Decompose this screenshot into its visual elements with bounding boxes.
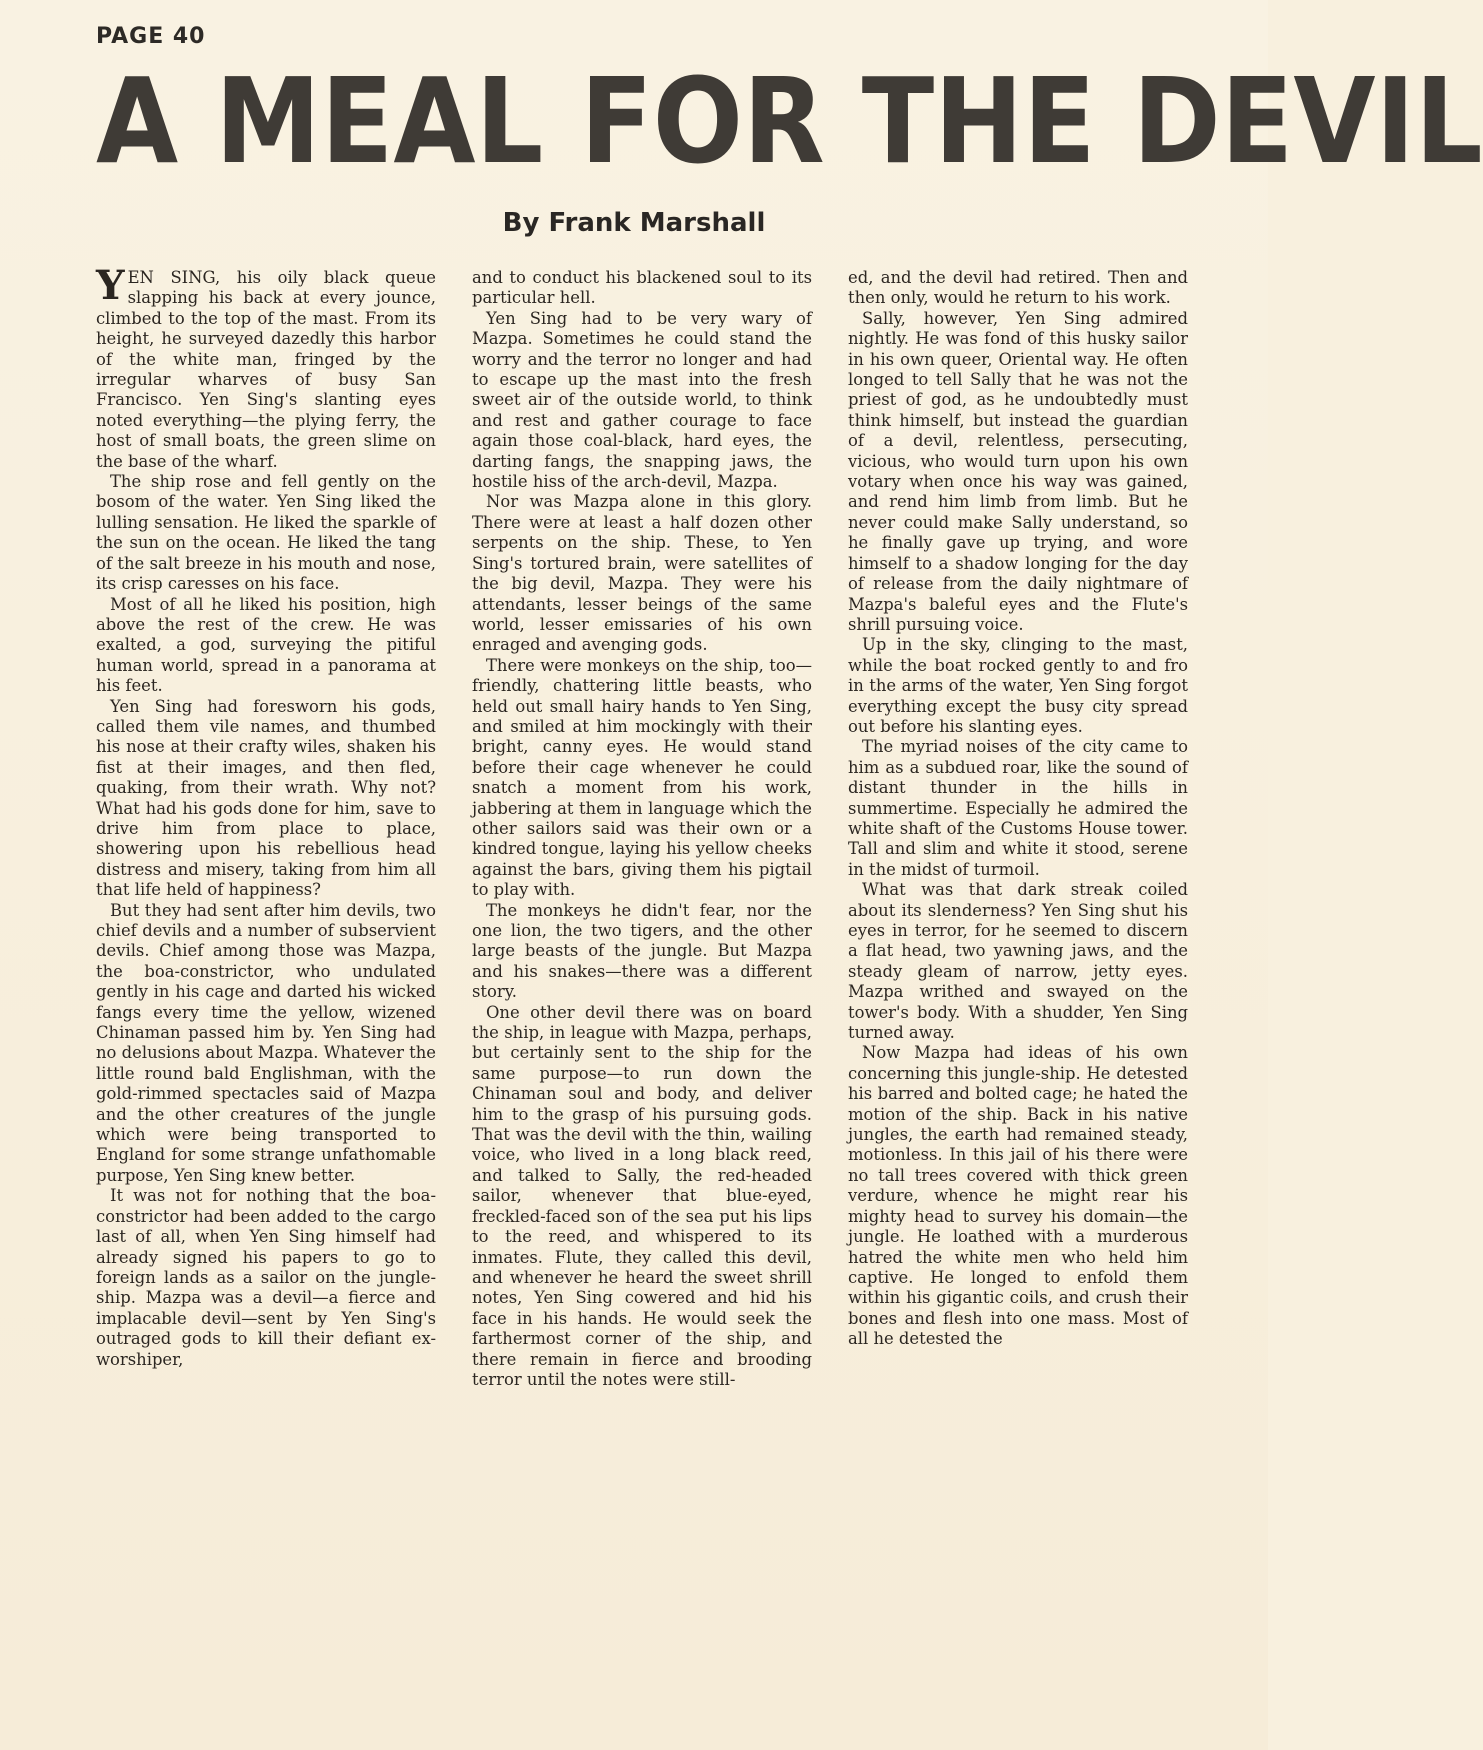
paragraph: It was not for nothing that the boa-constrictor had been added to the cargo last of all, when Yen Sing himself had already signed his papers to go to foreign lands as a sailor on the jungle-ship. Mazpa was a devil—a fierce and implacable devil—sent by Yen Sing's outraged gods to kill their defiant ex-worshiper, [96, 1186, 436, 1369]
paragraph: What was that dark streak coiled about its slenderness? Yen Sing shut his eyes in terror, for he seemed to discern a flat head, two yawning jaws, and the steady gleam of narrow, jetty eyes. Mazpa writhed and swayed on the tower's body. With a shudder, Yen Sing turned away. [848, 880, 1188, 1043]
text-columns [96, 262, 1196, 1668]
paragraph: ed, and the devil had retired. Then and then only, would he return to his work. [848, 268, 1188, 308]
column-3 [848, 268, 1188, 1668]
paragraph: The monkeys he didn't fear, nor the one lion, the two tigers, and the other large beasts of the jungle. But Mazpa and his snakes—there was a different story. [472, 900, 812, 1002]
byline: By Frank Marshall [502, 208, 766, 238]
column-2 [472, 268, 812, 1668]
paragraph: Sally, however, Yen Sing admired nightly. He was fond of this husky sailor in his own queer, Oriental way. He often longed to tell Sally that he was not the priest of god, as he undoubtedly must think himself, but instead the guardian of a devil, relentless, persecuting, vicious, who would turn upon his own votary when once his way was gained, and rend him limb from limb. But he never could make Sally understand, so he finally gave up trying, and wore himself to a shadow longing for the day of release from the daily nightmare of Mazpa's baleful eyes and the Flute's shrill pursuing voice. [848, 308, 1188, 634]
paragraph: and to conduct his blackened soul to its particular hell. [472, 268, 812, 308]
paragraph: Yen Sing had to be very wary of Mazpa. Sometimes he could stand the worry and the terror no longer and had to escape up the mast into the fresh sweet air of the outside world, to think and rest and gather courage to face again those coal-black, hard eyes, the darting fangs, the snapping jaws, the hostile hiss of the arch-devil, Mazpa. [472, 308, 812, 492]
paragraph: Up in the sky, clinging to the mast, while the boat rocked gently to and fro in the arms of the water, Yen Sing forgot everything except the busy city spread out before his slanting eyes. [848, 635, 1188, 736]
page-number: PAGE 40 [96, 24, 206, 49]
title-block [96, 52, 1483, 190]
paragraph: One other devil there was on board the ship, in league with Mazpa, perhaps, but certainly sent to the ship for the same purpose—to run down the Chinaman soul and body, and deliver him to the grasp of his pursuing gods. That was the devil with the thin, wailing voice, who lived in a long black reed, and talked to Sally, the red-headed sailor, whenever that blue-eyed, freckled-faced son of the sea put his lips to the reed, and whispered to its inmates. Flute, they called this devil, and whenever he heard the sweet shrill notes, Yen Sing cowered and hid his face in his hands. He would seek the farthermost corner of the ship, and there remain in fierce and brooding terror until the notes were still- [472, 1002, 812, 1389]
drop-cap: Y [96, 262, 125, 309]
paragraph: Nor was Mazpa alone in this glory. There were at least a half dozen other serpents on the ship. These, to Yen Sing's tortured brain, were satellites of the big devil, Mazpa. They were his attendants, lesser beings of the same world, lesser emissaries of his own enraged and avenging gods. [472, 492, 812, 655]
column-1 [96, 262, 436, 1668]
paragraph: The myriad noises of the city came to him as a subdued roar, like the sound of distant thunder in the hills in summertime. Especially he admired the white shaft of the Customs House tower. Tall and slim and white it stood, serene in the midst of turmoil. [848, 737, 1188, 879]
paragraph: But they had sent after him devils, two chief devils and a number of subservient devils. Chief among those was Mazpa, the boa-constrictor, who undulated gently in his cage and darted his wicked fangs every time the yellow, wizened Chinaman passed him by. Yen Sing had no delusions about Mazpa. Whatever the little round bald Englishman, with the gold-rimmed spectacles said of Mazpa and the other creatures of the jungle which were being transported to England for some strange unfathomable purpose, Yen Sing knew better. [96, 900, 436, 1185]
paragraph: The ship rose and fell gently on the bosom of the water. Yen Sing liked the lulling sensation. He liked the sparkle of the sun on the ocean. He liked the tang of the salt breeze in his mouth and nose, its crisp caresses on his face. [96, 472, 436, 594]
paragraph: YEN SING, his oily black queue slapping his back at every jounce, climbed to the top of the mast. From its height, he surveyed dazedly this harbor of the white man, fringed by the irregular wharves of busy San Francisco. Yen Sing's slanting eyes noted everything—the plying ferry, the host of small boats, the green slime on the base of the wharf. [96, 262, 436, 471]
paragraph: Yen Sing had foresworn his gods, called them vile names, and thumbed his nose at their crafty wiles, shaken his fist at their images, and then fled, quaking, from their wrath. Why not? What had his gods done for him, save to drive him from place to place, showering upon his rebellious head distress and misery, taking from him all that life held of happiness? [96, 696, 436, 900]
paragraph: There were monkeys on the ship, too—friendly, chattering little beasts, who held out small hairy hands to Yen Sing, and smiled at him mockingly with their bright, canny eyes. He would stand before their cage whenever he could snatch a moment from his work, jabbering at them in language which the other sailors said was their own or a kindred tongue, laying his yellow cheeks against the bars, giving them his pigtail to play with. [472, 655, 812, 900]
paragraph: Most of all he liked his position, high above the rest of the crew. He was exalted, a god, surveying the pitiful human world, spread in a panorama at his feet. [96, 594, 436, 696]
story-title: A MEAL FOR THE DEVIL [96, 52, 1483, 190]
paragraph: Now Mazpa had ideas of his own concerning this jungle-ship. He detested his barred and bolted cage; he hated the motion of the ship. Back in his native jungles, the earth had remained steady, motionless. In this jail of his there were no tall trees covered with thick green verdure, whence he might rear his mighty head to survey his domain—the jungle. He loathed with a murderous hatred the white men who held him captive. He longed to enfold them within his gigantic coils, and crush their bones and flesh into one mass. Most of all he detested the [848, 1043, 1188, 1349]
